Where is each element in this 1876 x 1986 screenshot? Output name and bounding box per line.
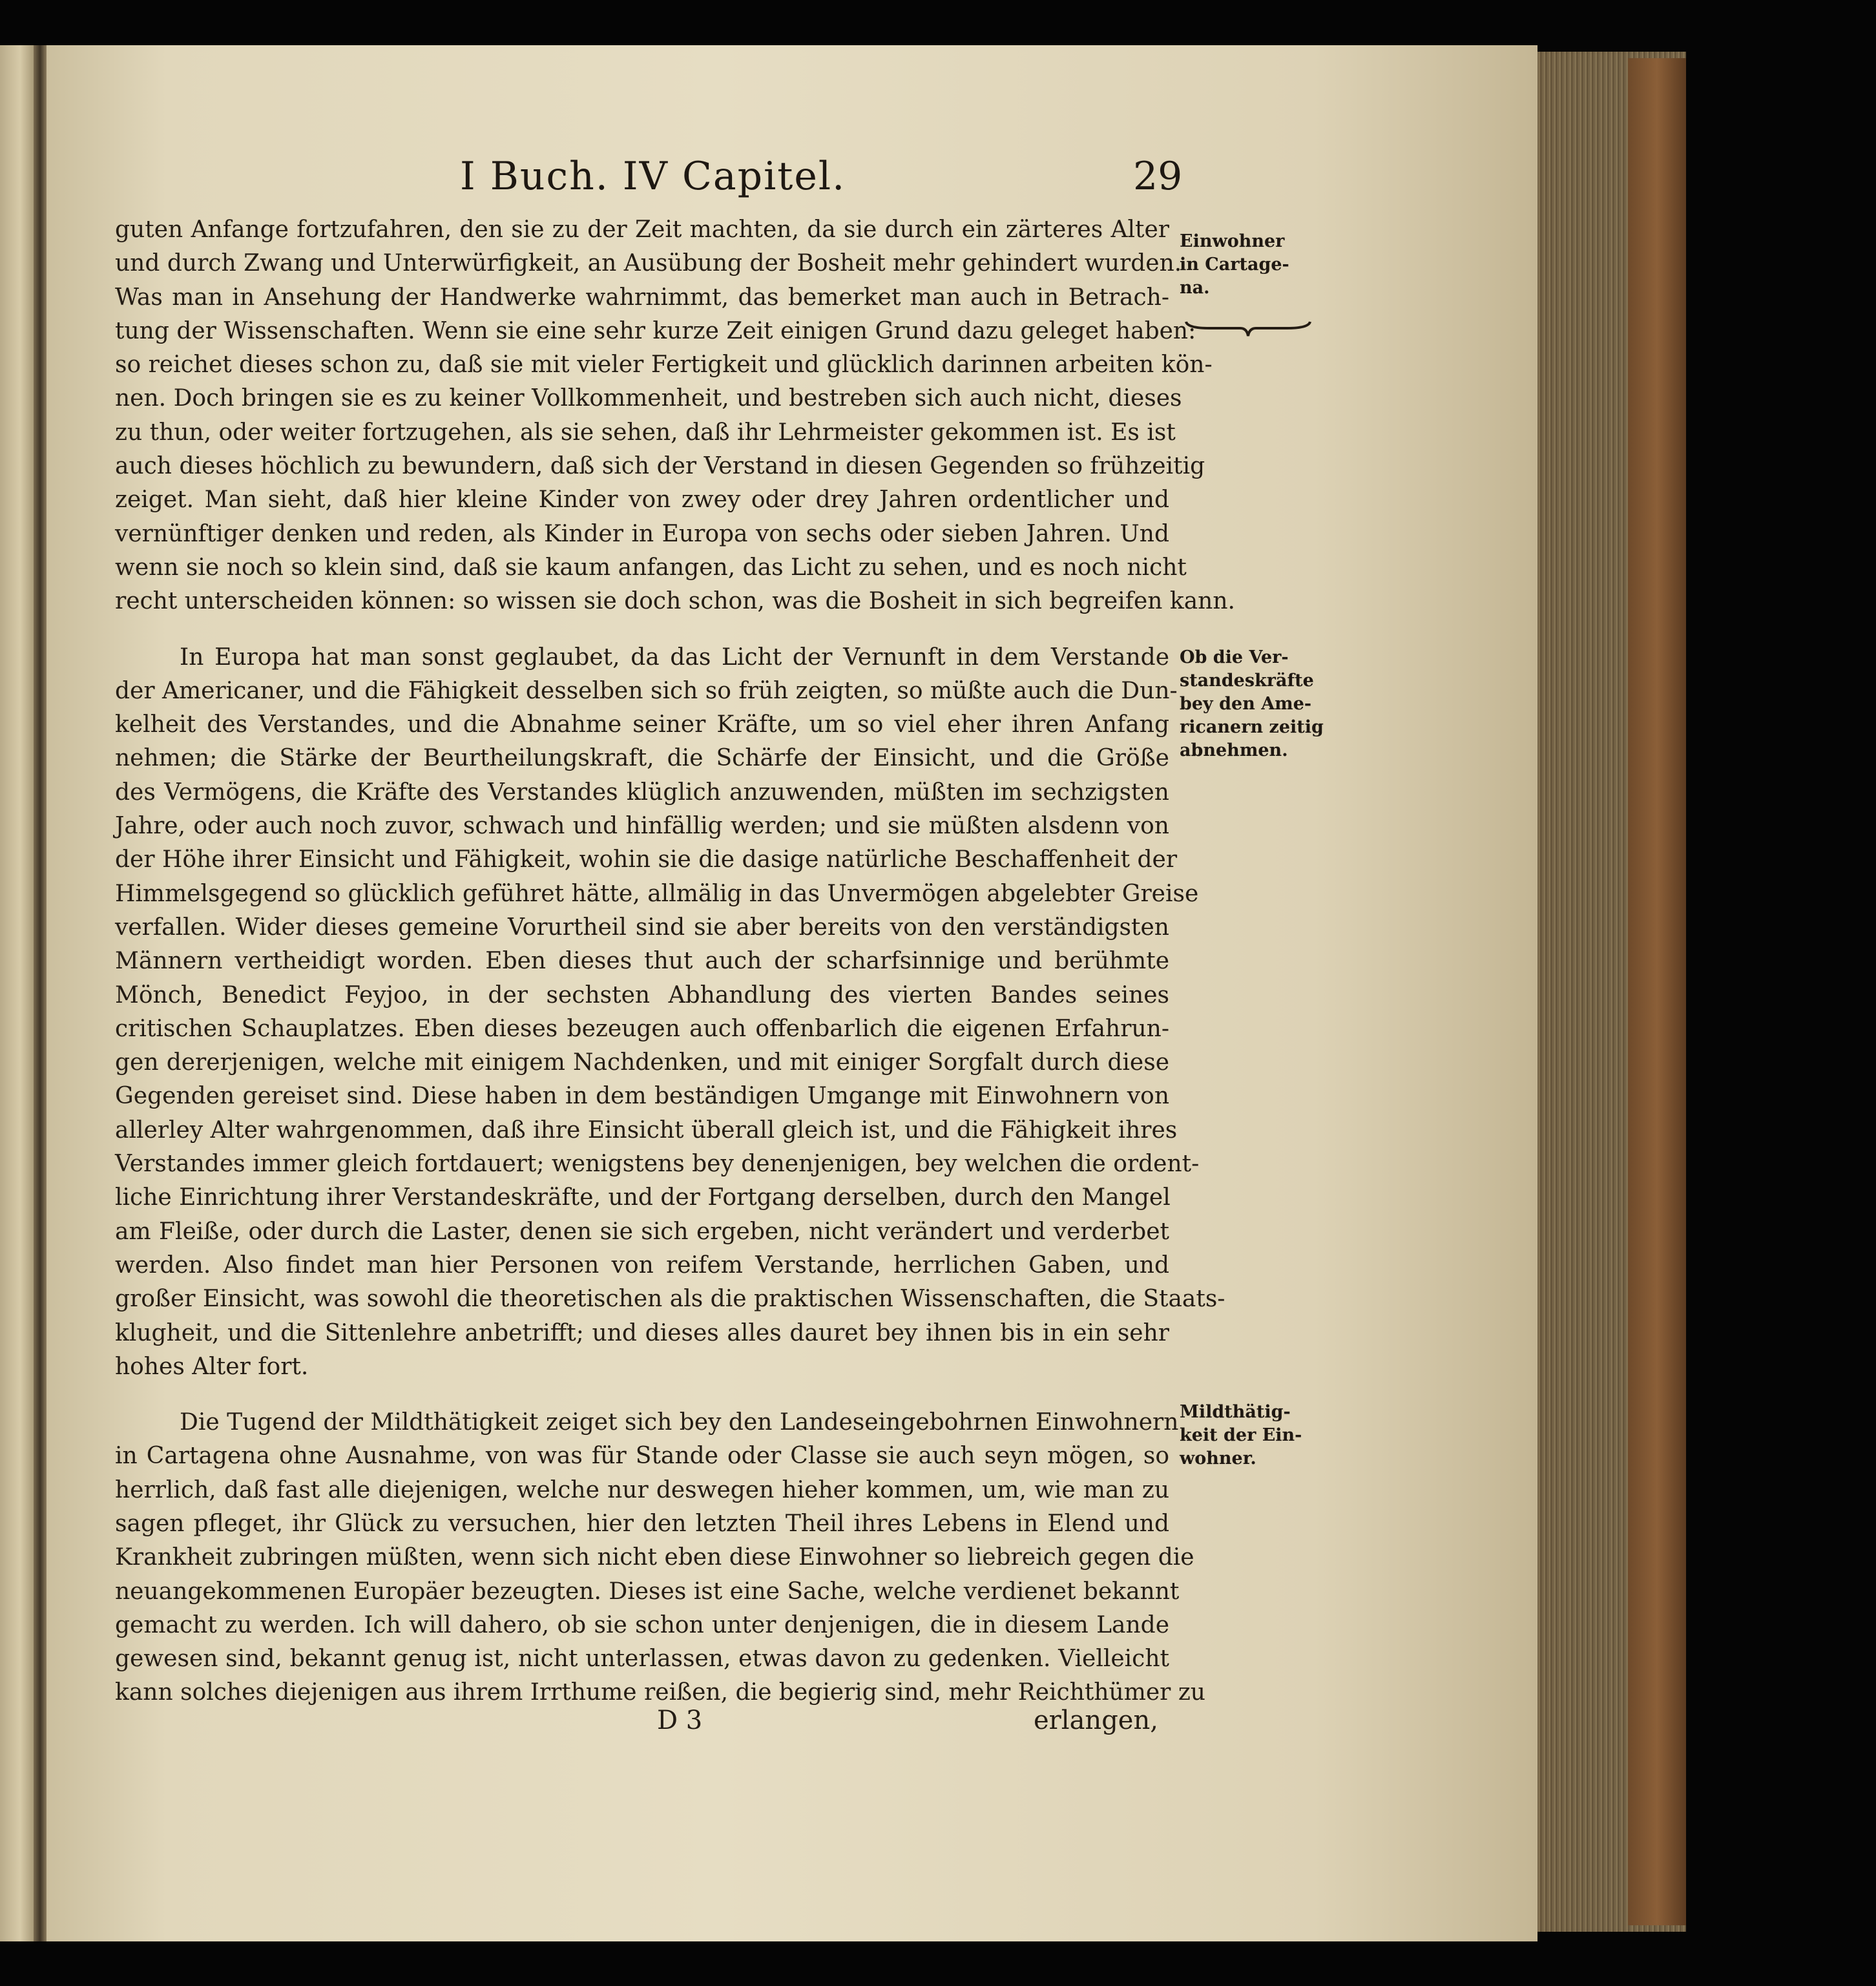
text-line: In Europa hat man sonst geglaubet, da das Licht der Vernunft in dem Verstande [180,643,1169,671]
text-line: am Fleiße, oder durch die Laster, denen sie sich ergeben, nicht verändert und verderbet [115,1218,1169,1245]
previous-page-edge [0,45,34,1941]
note-line: wohner. [1180,1448,1256,1469]
margin-note-charity [1180,1401,1302,1470]
text-line: kelheit des Verstandes, und die Abnahme seiner Kräfte, um so viel eher ihren Anfang [115,711,1169,738]
note-line: ricanern zeitig [1180,717,1324,737]
note-line: abnehmen. [1180,740,1288,760]
text-line: critischen Schauplatzes. Eben dieses bezeugen auch offenbarlich die eigenen Erfahrun- [115,1015,1169,1042]
text-line: gen dererjenigen, welche mit einigem Nachdenken, und mit einiger Sorgfalt durch diese [115,1049,1169,1076]
note-line: Ob die Ver- [1180,647,1289,667]
text-line: hohes Alter fort. [115,1353,309,1380]
text-line: Jahre, oder auch noch zuvor, schwach und hinfällig werden; und sie müßten alsdenn von [115,813,1169,840]
text-line: gemacht zu werden. Ich will dahero, ob sie schon unter denjenigen, die in diesem Lande [115,1611,1169,1638]
text-line: neuangekommenen Europäer bezeugten. Dieses ist eine Sache, welche verdienet bekannt [115,1578,1180,1605]
catchword: erlangen, [1034,1706,1158,1735]
signature-mark: D 3 [657,1706,703,1735]
text-line: des Vermögens, die Kräfte des Verstandes klüglich anzuwenden, müßten im sechzigsten [115,779,1169,806]
note-line: keit der Ein- [1180,1425,1302,1445]
text-line: Himmelsgegend so glücklich geführet hätte, allmälig in das Unvermögen abgelebter Greise [115,880,1199,907]
paragraph-3 [115,1406,1205,1710]
text-line: verfallen. Wider dieses gemeine Vorurtheil sind sie aber bereits von den verständigsten [115,914,1169,941]
running-title: I Buch. IV Capitel. [460,154,846,199]
paragraph-gap [115,1384,1169,1406]
text-line: nen. Doch bringen sie es zu keiner Vollkommenheit, und bestreben sich auch nicht, dieses [115,385,1182,412]
page-number: 29 [1133,154,1183,199]
note-line: Mildthätig- [1180,1402,1291,1422]
text-line: zu thun, oder weiter fortzugehen, als sie sehen, daß ihr Lehrmeister gekommen ist. Es ist [115,419,1176,446]
text-line: Was man in Ansehung der Handwerke wahrnimmt, das bemerket man auch in Betrach- [115,284,1169,311]
book-gutter [34,45,47,1941]
text-line: liche Einrichtung ihrer Verstandeskräfte, und der Fortgang derselben, durch den Mangel [115,1184,1171,1211]
text-line: tung der Wissenschaften. Wenn sie eine sehr kurze Zeit einigen Grund dazu geleget haben: [115,317,1196,344]
text-line: Verstandes immer gleich fortdauert; wenigstens bey denenjenigen, bey welchen die ordent- [115,1151,1200,1178]
note-line: in Cartage- [1180,255,1289,275]
text-line: auch dieses höchlich zu bewundern, daß sich der Verstand in diesen Gegenden so frühzeitig [115,453,1205,480]
text-line: guten Anfange fortzufahren, den sie zu der Zeit machten, da sie durch ein zärteres Alter [115,216,1169,243]
text-line: Mönch, Benedict Feyjoo, in der sechsten Abhandlung des vierten Bandes seines [115,981,1169,1009]
text-line: so reichet dieses schon zu, daß sie mit vieler Fertigkeit und glücklich darinnen arbeiten kön- [115,351,1213,379]
page-footer [47,1706,1537,1744]
paragraph-2 [115,641,1225,1385]
text-line: werden. Also findet man hier Personen von reifem Verstande, herrlichen Gaben, und [115,1251,1169,1279]
text-line: zeiget. Man sieht, daß hier kleine Kinder von zwey oder drey Jahren ordentlicher und [115,486,1169,514]
text-line: Männern vertheidigt worden. Eben dieses thut auch der scharfsinnige und berühmte [115,948,1169,975]
text-line: recht unterscheiden können: so wissen sie doch schon, was die Bosheit in sich begreifen kann. [115,588,1235,615]
text-line: der Höhe ihrer Einsicht und Fähigkeit, wohin sie die dasige natürliche Beschaffenheit der [115,846,1178,873]
note-line: standeskräfte [1180,671,1314,691]
text-line: herrlich, daß fast alle diejenigen, welche nur deswegen hieher kommen, um, wie man zu [115,1476,1169,1503]
text-line: klugheit, und die Sittenlehre anbetrifft; und dieses alles dauret bey ihnen bis in ein sehr [115,1319,1169,1346]
text-line: gewesen sind, bekannt genug ist, nicht unterlassen, etwas davon zu gedenken. Vielleicht [115,1646,1169,1673]
book-cover-edge [1628,58,1686,1925]
text-line: Die Tugend der Mildthätigkeit zeiget sich bey den Landeseingebohrnen Einwohnern [180,1409,1179,1436]
note-line: bey den Ame- [1180,694,1312,714]
page-header [47,154,1537,205]
margin-note-intellect [1180,646,1324,762]
text-line: vernünftiger denken und reden, als Kinder in Europa von sechs oder sieben Jahren. Und [115,520,1169,547]
paragraph-gap [115,619,1169,641]
text-line: Krankheit zubringen müßten, wenn sich nicht eben diese Einwohner so liebreich gegen die [115,1544,1194,1571]
text-line: allerley Alter wahrgenommen, daß ihre Einsicht überall gleich ist, und die Fähigkeit ihres [115,1116,1178,1144]
text-line: und durch Zwang und Unterwürfigkeit, an Ausübung der Bosheit mehr gehindert wurden. [115,250,1182,277]
text-line: kann solches diejenigen aus ihrem Irrthume reißen, die begierig sind, mehr Reichthümer zu [115,1679,1205,1706]
text-line: großer Einsicht, was sowohl die theoretischen als die praktischen Wissenschaften, die Staats- [115,1286,1225,1313]
text-line: nehmen; die Stärke der Beurtheilungskraft, die Schärfe der Einsicht, und die Größe [115,745,1169,772]
margin-note-inhabitants [1180,230,1289,300]
text-line: in Cartagena ohne Ausnahme, von was für Stande oder Classe sie auch seyn mögen, so [115,1443,1169,1470]
text-line: sagen pfleget, ihr Glück zu versuchen, hier den letzten Theil ihres Lebens in Elend und [115,1510,1169,1537]
note-line: Einwohner [1180,231,1285,251]
text-line: Gegenden gereiset sind. Diese haben in dem beständigen Umgange mit Einwohnern von [115,1083,1169,1110]
note-line: na. [1180,278,1210,298]
text-line: der Americaner, und die Fähigkeit desselben sich so früh zeigten, so müßte auch die Dun- [115,677,1178,704]
brace-icon [1183,319,1313,339]
text-line: wenn sie noch so klein sind, daß sie kaum anfangen, das Licht zu sehen, und es noch nicht [115,554,1187,581]
